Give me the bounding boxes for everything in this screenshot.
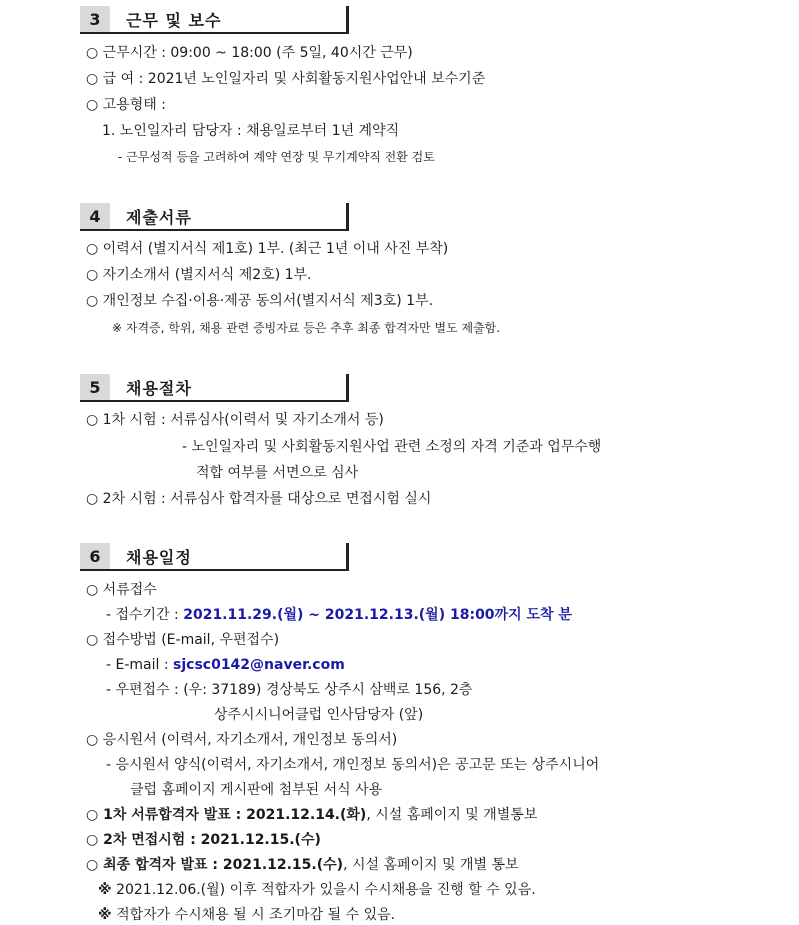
interview: ○ 2차 면접시험 : 2021.12.15.(수) — [86, 832, 321, 848]
note-mark: ※ — [98, 882, 112, 898]
receipt-period-value: 2021.11.29.(월) ~ 2021.12.13.(월) 18:00까지 도착 분 — [183, 607, 572, 623]
receipt-method: ○ 접수방법 (E-mail, 우편접수) — [86, 632, 280, 648]
application-form-detail: - 응시원서 양식(이력서, 자기소개서, 개인정보 동의서)은 공고문 또는 상주시니어 — [106, 757, 600, 773]
section-number: 5 — [80, 374, 110, 402]
employment-type-item: 1. 노인일자리 담당자 : 채용일로부터 1년 계약직 — [102, 123, 400, 139]
work-hours: ○ 근무시간 : 09:00 ~ 18:00 (주 5일, 40시간 근무) — [86, 45, 413, 61]
employment-type: ○ 고용형태 : — [86, 97, 166, 113]
doc-privacy-consent: ○ 개인정보 수집·이용·제공 동의서(별지서식 제3호) 1부. — [86, 293, 434, 309]
email-link[interactable]: sjcsc0142@naver.com — [173, 657, 345, 673]
stage-1-detail: - 노인일자리 및 사회활동지원사업 관련 소정의 자격 기준과 업무수행 — [182, 439, 602, 455]
email-label: - E-mail : — [106, 657, 174, 673]
section-header-4 — [80, 203, 349, 231]
section-title: 근무 및 보수 — [110, 6, 349, 34]
note-text: 2021.12.06.(월) 이후 적합자가 있을시 수시채용을 진행 할 수 있음. — [111, 882, 536, 898]
section-header-5 — [80, 374, 349, 402]
stage-2: ○ 2차 시험 : 서류심사 합격자를 대상으로 면접시험 실시 — [86, 491, 432, 507]
section-header-6 — [80, 543, 349, 571]
application-form: ○ 응시원서 (이력서, 자기소개서, 개인정보 동의서) — [86, 732, 398, 748]
application-form-detail-cont: 클럽 홈페이지 게시판에 첨부된 서식 사용 — [130, 782, 383, 798]
receipt-post-recipient: 상주시시니어클럽 인사담당자 (앞) — [214, 707, 424, 723]
first-result-method: , 시설 홈페이지 및 개별통보 — [366, 807, 538, 823]
doc-note: ※ 자격증, 학위, 채용 관련 증빙자료 등은 추후 최종 합격자만 별도 제출함. — [112, 321, 501, 335]
stage-1-detail-cont: 적합 여부를 서면으로 심사 — [196, 465, 359, 481]
section-title: 제출서류 — [110, 203, 349, 231]
doc-resume: ○ 이력서 (별지서식 제1호) 1부. (최근 1년 이내 사진 부착) — [86, 241, 449, 257]
final-result-date: ○ 최종 합격자 발표 : 2021.12.15.(수) — [86, 857, 344, 873]
section-header-3 — [80, 6, 349, 34]
section-number: 4 — [80, 203, 110, 231]
first-result-date: ○ 1차 서류합격자 발표 : 2021.12.14.(화) — [86, 807, 367, 823]
doc-self-intro: ○ 자기소개서 (별지서식 제2호) 1부. — [86, 267, 312, 283]
section-title: 채용일정 — [110, 543, 349, 571]
note-rolling — [98, 880, 536, 900]
section-number: 3 — [80, 6, 110, 34]
receipt-email — [106, 655, 345, 675]
stage-1: ○ 1차 시험 : 서류심사(이력서 및 자기소개서 등) — [86, 412, 384, 428]
schedule-receipt: ○ 서류접수 — [86, 582, 157, 598]
first-result — [86, 805, 537, 825]
employment-type-note: - 근무성적 등을 고려하여 계약 연장 및 무기계약직 전환 검토 — [118, 150, 435, 164]
note-text: 적합자가 수시채용 될 시 조기마감 될 수 있음. — [111, 907, 396, 923]
final-result-method: , 시설 홈페이지 및 개별 통보 — [343, 857, 519, 873]
section-title: 채용절차 — [110, 374, 349, 402]
section-number: 6 — [80, 543, 110, 571]
receipt-period — [106, 605, 572, 625]
salary: ○ 급 여 : 2021년 노인일자리 및 사회활동지원사업안내 보수기준 — [86, 71, 486, 87]
note-mark: ※ — [98, 907, 112, 923]
receipt-post: - 우편접수 : (우: 37189) 경상북도 상주시 삼백로 156, 2층 — [106, 682, 473, 698]
final-result — [86, 855, 519, 875]
receipt-period-label: - 접수기간 : — [106, 607, 184, 623]
note-early-close — [98, 905, 395, 925]
